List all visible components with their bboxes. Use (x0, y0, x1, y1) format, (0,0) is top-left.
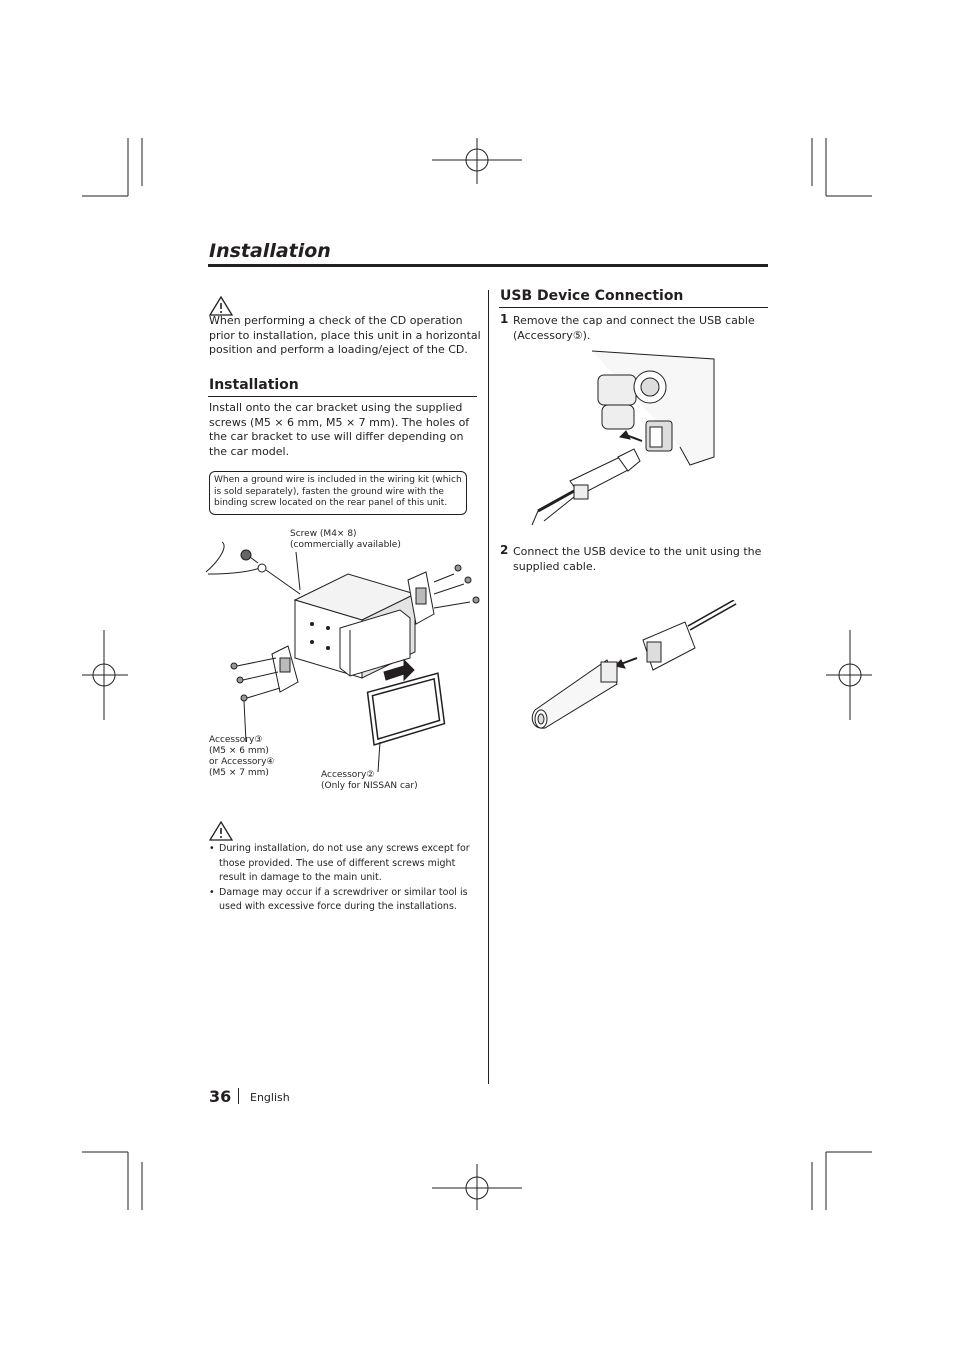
screw-label-line1: Screw (M4× 8) (290, 529, 357, 539)
accessory3-label-line1: Accessory③ (209, 735, 263, 745)
accessory4-label-line2: (M5 × 7 mm) (209, 768, 269, 778)
heading-rule (208, 396, 477, 397)
caution-text: When performing a check of the CD operation prior to installation, place this unit in a horizontal position and perform a loading/eject of the CD. (209, 314, 481, 356)
screw-label-line2: (commercially available) (290, 540, 401, 550)
ground-wire-note: When a ground wire is included in the wiring kit (which is sold separately), fasten the ground wire with the binding screw located on the rear panel of this unit. (209, 471, 467, 515)
page-title: Installation (209, 240, 331, 262)
title-rule (208, 264, 768, 267)
footer-separator (238, 1088, 239, 1104)
usb-device-cable-illustration (525, 600, 745, 735)
heading-rule (499, 307, 768, 308)
warning-triangle-icon (209, 296, 233, 316)
accessory3-label-line2: (M5 × 6 mm) (209, 746, 269, 756)
installation-body: Install onto the car bracket using the supplied screws (M5 × 6 mm, M5 × 7 mm). The holes of the car bracket to use will differ depending on the car model. (209, 401, 470, 458)
usb-port-connection-illustration (530, 345, 720, 530)
installation-heading: Installation (209, 377, 299, 393)
page-number: 36 (209, 1087, 232, 1106)
usb-heading: USB Device Connection (500, 288, 684, 304)
step-number: 1 (500, 312, 509, 326)
warning-triangle-icon (209, 821, 233, 841)
step-number: 2 (500, 543, 509, 557)
step-text: Remove the cap and connect the USB cable (Accessory⑤). (513, 314, 755, 342)
caution-list (209, 842, 477, 915)
footer-language: English (250, 1091, 290, 1104)
accessory2-label-line2: (Only for NISSAN car) (321, 781, 418, 791)
accessory2-label-line1: Accessory② (321, 770, 375, 780)
caution-item: • During installation, do not use any screws except for those provided. The use of different screws might result in damage to the main unit. (209, 842, 477, 886)
caution-item: • Damage may occur if a screwdriver or similar tool is used with excessive force during the installations. (209, 886, 477, 915)
step-text: Connect the USB device to the unit using the supplied cable. (513, 545, 762, 573)
accessory4-label-line1: or Accessory④ (209, 757, 275, 767)
